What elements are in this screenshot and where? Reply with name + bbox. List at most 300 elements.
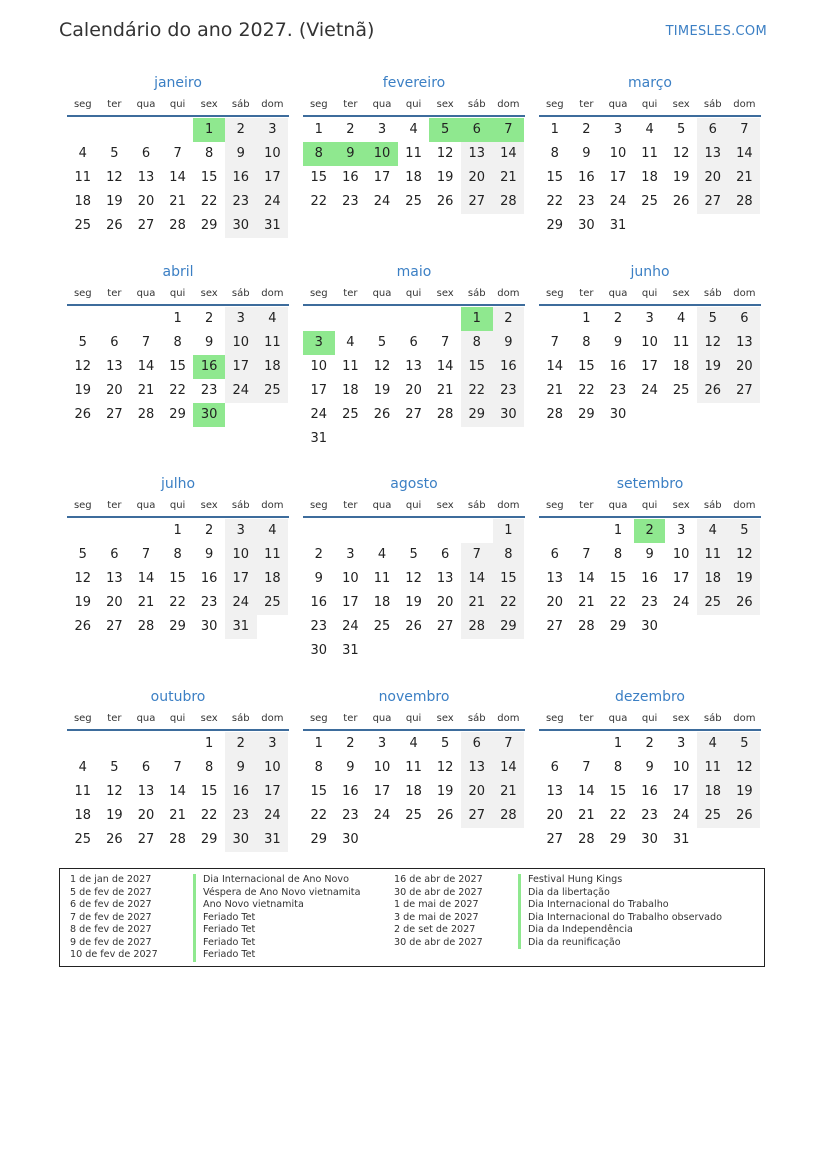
day-cell: 29 — [493, 615, 525, 639]
day-cell: 19 — [74, 383, 92, 398]
day-cell: 13 — [106, 571, 123, 586]
day-cell: 12 — [672, 146, 690, 161]
day-cell: 9 — [645, 547, 654, 562]
day-cell: 6 — [141, 146, 151, 161]
day-cell: 8 — [205, 146, 214, 161]
weekday-label: ter — [107, 99, 122, 110]
day-cell: 25 — [74, 832, 92, 847]
day-cell: 9 — [225, 756, 257, 780]
day-cell: 6 — [697, 118, 729, 142]
day-cell: 19 — [106, 808, 123, 823]
day-cell: 16 — [200, 571, 218, 586]
day-cell: 26 — [106, 218, 123, 233]
day-cell: 17 — [310, 383, 328, 398]
day-cell: 6 — [110, 335, 119, 350]
day-cell: 22 — [493, 591, 525, 615]
weekday-label: sex — [200, 500, 218, 511]
day-cell: 18 — [342, 383, 359, 398]
day-cell: 6 — [550, 760, 559, 775]
month-divider — [539, 729, 761, 731]
day-cell: 20 — [405, 383, 422, 398]
day-cell: 30 — [310, 643, 328, 658]
day-cell: 7 — [461, 543, 493, 567]
day-grid — [303, 519, 525, 663]
day-cell: 7 — [493, 732, 525, 756]
weekday-label: sex — [200, 288, 218, 299]
weekday-label: sex — [672, 713, 690, 724]
day-cell: 4 — [257, 307, 289, 331]
day-cell: 1 — [173, 523, 182, 538]
day-cell: 19 — [106, 194, 123, 209]
holiday-day-cell: 1 — [461, 307, 493, 331]
day-cell: 3 — [677, 523, 686, 538]
day-cell: 1 — [613, 523, 623, 538]
day-cell: 24 — [310, 407, 328, 422]
day-cell: 11 — [405, 146, 422, 161]
empty-cell — [461, 519, 493, 543]
day-cell: 7 — [441, 335, 450, 350]
day-cell: 14 — [436, 359, 454, 374]
weekday-label: qui — [405, 500, 422, 511]
day-cell: 20 — [137, 194, 155, 209]
day-cell: 3 — [257, 732, 289, 756]
day-cell: 27 — [137, 218, 155, 233]
day-cell: 30 — [609, 407, 627, 422]
day-cell: 26 — [672, 194, 690, 209]
day-cell: 14 — [578, 784, 595, 799]
day-cell: 10 — [373, 760, 391, 775]
day-cell: 25 — [257, 591, 289, 615]
month-name: julho — [160, 476, 196, 492]
day-cell: 27 — [461, 804, 493, 828]
day-cell: 18 — [74, 194, 92, 209]
day-cell: 14 — [493, 756, 525, 780]
empty-cell — [539, 732, 571, 756]
day-cell: 8 — [461, 331, 493, 355]
day-cell: 20 — [697, 166, 729, 190]
weekday-label: qui — [641, 288, 658, 299]
day-cell: 18 — [405, 784, 422, 799]
day-cell: 21 — [546, 383, 564, 398]
day-cell: 13 — [461, 142, 493, 166]
legend-date: 5 de fev de 2027 — [70, 886, 152, 898]
weekday-label: qui — [405, 713, 422, 724]
legend-holiday-name: Dia Internacional do Trabalho — [518, 899, 722, 912]
day-cell: 18 — [74, 808, 92, 823]
day-cell: 11 — [74, 170, 92, 185]
day-cell: 27 — [546, 832, 564, 847]
day-cell: 14 — [137, 359, 155, 374]
day-cell: 17 — [342, 595, 359, 610]
day-cell: 6 — [461, 732, 493, 756]
day-cell: 12 — [405, 571, 422, 586]
day-cell: 21 — [578, 595, 595, 610]
day-cell: 3 — [346, 547, 355, 562]
day-cell: 13 — [137, 784, 155, 799]
day-cell: 11 — [697, 543, 729, 567]
weekday-label: dom — [497, 500, 520, 511]
weekday-header — [539, 285, 761, 303]
day-cell: 21 — [578, 808, 595, 823]
weekday-label: qui — [641, 500, 658, 511]
day-cell: 3 — [225, 519, 257, 543]
legend-names-col-2 — [518, 874, 722, 949]
day-cell: 20 — [729, 355, 761, 379]
weekday-label: qua — [372, 99, 392, 110]
day-cell: 7 — [173, 146, 182, 161]
brand-link[interactable]: TIMESLES.COM — [665, 24, 767, 39]
day-cell: 23 — [310, 619, 328, 634]
weekday-label: dom — [497, 99, 520, 110]
empty-cell — [130, 118, 162, 142]
day-cell: 9 — [582, 146, 591, 161]
day-cell: 7 — [729, 118, 761, 142]
page-title: Calendário do ano 2027. (Vietnã) — [59, 19, 375, 41]
day-cell: 25 — [74, 218, 92, 233]
day-cell: 19 — [436, 784, 454, 799]
day-cell: 28 — [169, 832, 186, 847]
day-cell: 17 — [257, 780, 289, 804]
day-cell: 19 — [729, 567, 761, 591]
legend-names-col-1 — [193, 874, 360, 962]
weekday-label: ter — [343, 288, 358, 299]
day-cell: 26 — [106, 832, 123, 847]
day-cell: 29 — [310, 832, 328, 847]
holiday-day-cell: 30 — [193, 403, 225, 427]
day-cell: 8 — [314, 760, 323, 775]
weekday-label: sex — [200, 99, 218, 110]
day-cell: 27 — [405, 407, 422, 422]
day-cell: 28 — [493, 190, 525, 214]
legend-date: 7 de fev de 2027 — [70, 911, 152, 923]
day-cell: 6 — [110, 547, 119, 562]
day-cell: 7 — [582, 760, 591, 775]
weekday-label: qui — [169, 99, 186, 110]
day-cell: 4 — [78, 146, 87, 161]
month-name: outubro — [150, 689, 206, 705]
day-cell: 14 — [169, 170, 186, 185]
weekday-label: seg — [73, 288, 92, 299]
day-cell: 26 — [74, 619, 92, 634]
day-cell: 3 — [225, 307, 257, 331]
day-cell: 26 — [729, 591, 761, 615]
day-cell: 27 — [697, 190, 729, 214]
day-cell: 29 — [578, 407, 595, 422]
day-cell: 16 — [310, 595, 328, 610]
weekday-label: seg — [545, 713, 564, 724]
day-cell: 23 — [641, 595, 658, 610]
weekday-label: seg — [545, 99, 564, 110]
day-cell: 30 — [641, 832, 658, 847]
day-cell: 31 — [225, 615, 257, 639]
day-cell: 3 — [377, 122, 387, 137]
day-cell: 2 — [582, 122, 591, 137]
weekday-label: dom — [733, 713, 756, 724]
day-cell: 7 — [582, 547, 591, 562]
day-cell: 30 — [641, 619, 658, 634]
legend-holiday-name: Festival Hung Kings — [518, 874, 722, 887]
empty-cell — [303, 519, 335, 543]
weekday-label: qui — [405, 288, 422, 299]
empty-cell — [67, 519, 99, 543]
legend-date: 16 de abr de 2027 — [394, 874, 483, 885]
day-cell: 22 — [609, 595, 627, 610]
empty-cell — [162, 118, 194, 142]
day-cell: 25 — [405, 808, 422, 823]
day-cell: 19 — [74, 595, 92, 610]
day-cell: 2 — [493, 307, 525, 331]
day-cell: 8 — [205, 760, 214, 775]
empty-cell — [398, 307, 430, 331]
weekday-header — [67, 96, 289, 114]
weekday-label: qui — [169, 500, 186, 511]
weekday-label: seg — [309, 288, 328, 299]
day-cell: 18 — [697, 780, 729, 804]
day-cell: 22 — [310, 808, 328, 823]
month-3 — [67, 261, 289, 427]
day-cell: 7 — [141, 547, 151, 562]
day-grid — [67, 519, 289, 639]
month-name: março — [628, 75, 672, 91]
day-cell: 4 — [409, 736, 418, 751]
day-cell: 17 — [373, 170, 391, 185]
weekday-label: qua — [608, 500, 628, 511]
day-cell: 10 — [257, 756, 289, 780]
day-cell: 26 — [436, 808, 454, 823]
day-cell: 2 — [346, 122, 355, 137]
day-cell: 10 — [641, 335, 658, 350]
empty-cell — [162, 732, 194, 756]
weekday-header — [67, 497, 289, 515]
month-7 — [303, 473, 525, 663]
day-cell: 5 — [409, 547, 418, 562]
weekday-label: sáb — [231, 99, 250, 110]
holiday-day-cell: 2 — [634, 519, 666, 543]
day-cell: 14 — [461, 567, 493, 591]
month-6 — [67, 473, 289, 639]
day-cell: 20 — [106, 595, 123, 610]
legend-holiday-name: Véspera de Ano Novo vietnamita — [193, 887, 360, 900]
day-cell: 21 — [169, 808, 186, 823]
day-cell: 12 — [74, 359, 92, 374]
day-cell: 9 — [645, 760, 654, 775]
day-cell: 23 — [200, 595, 218, 610]
day-cell: 13 — [436, 571, 454, 586]
empty-cell — [335, 307, 367, 331]
weekday-label: sex — [436, 500, 454, 511]
day-cell: 8 — [173, 335, 182, 350]
day-cell: 28 — [546, 407, 564, 422]
day-cell: 6 — [141, 760, 151, 775]
day-cell: 25 — [373, 619, 391, 634]
weekday-label: seg — [73, 99, 92, 110]
day-grid — [539, 732, 761, 852]
day-cell: 19 — [672, 170, 690, 185]
holiday-legend — [59, 868, 765, 967]
day-cell: 22 — [609, 808, 627, 823]
day-cell: 8 — [550, 146, 559, 161]
day-cell: 22 — [200, 194, 218, 209]
day-cell: 17 — [672, 784, 690, 799]
day-cell: 15 — [310, 784, 328, 799]
day-cell: 28 — [493, 804, 525, 828]
legend-date: 6 de fev de 2027 — [70, 899, 152, 910]
weekday-label: ter — [343, 99, 358, 110]
day-cell: 16 — [342, 784, 359, 799]
day-cell: 30 — [493, 403, 525, 427]
weekday-label: qua — [608, 713, 628, 724]
empty-cell — [67, 732, 99, 756]
day-cell: 10 — [609, 146, 627, 161]
weekday-label: qui — [169, 288, 186, 299]
empty-cell — [429, 307, 461, 331]
day-cell: 1 — [314, 736, 323, 751]
day-cell: 13 — [546, 784, 564, 799]
weekday-header — [67, 710, 289, 728]
day-cell: 29 — [169, 407, 186, 422]
day-cell: 4 — [645, 122, 654, 137]
weekday-label: sex — [672, 288, 690, 299]
day-cell: 8 — [613, 547, 623, 562]
day-grid — [303, 732, 525, 852]
day-cell: 19 — [373, 383, 391, 398]
empty-cell — [429, 519, 461, 543]
day-cell: 12 — [697, 331, 729, 355]
day-cell: 19 — [405, 595, 422, 610]
day-cell: 12 — [729, 543, 761, 567]
day-cell: 15 — [461, 355, 493, 379]
weekday-label: dom — [497, 288, 520, 299]
legend-date: 1 de mai de 2027 — [394, 899, 479, 910]
day-cell: 24 — [342, 619, 359, 634]
month-divider — [303, 516, 525, 518]
day-cell: 18 — [373, 595, 391, 610]
day-cell: 13 — [697, 142, 729, 166]
day-cell: 17 — [373, 784, 391, 799]
day-grid — [67, 732, 289, 852]
weekday-label: qua — [608, 288, 628, 299]
day-cell: 15 — [169, 359, 186, 374]
month-2 — [539, 72, 761, 238]
day-cell: 16 — [609, 359, 627, 374]
day-cell: 11 — [257, 331, 289, 355]
day-cell: 21 — [493, 166, 525, 190]
day-cell: 22 — [169, 595, 186, 610]
month-name: fevereiro — [382, 75, 446, 91]
day-cell: 5 — [677, 122, 686, 137]
weekday-label: qui — [641, 99, 658, 110]
day-cell: 13 — [461, 756, 493, 780]
legend-holiday-name: Feriado Tet — [193, 912, 360, 925]
weekday-label: qua — [136, 713, 156, 724]
day-cell: 29 — [609, 832, 627, 847]
day-cell: 27 — [729, 379, 761, 403]
month-5 — [539, 261, 761, 427]
day-cell: 20 — [106, 383, 123, 398]
day-cell: 18 — [641, 170, 658, 185]
legend-holiday-name: Dia Internacional de Ano Novo — [193, 874, 360, 887]
day-cell: 19 — [729, 780, 761, 804]
weekday-label: dom — [261, 713, 284, 724]
day-cell: 6 — [550, 547, 559, 562]
day-cell: 16 — [641, 784, 658, 799]
month-name: janeiro — [154, 75, 202, 91]
day-cell: 20 — [461, 780, 493, 804]
day-cell: 27 — [436, 619, 454, 634]
day-cell: 13 — [546, 571, 564, 586]
day-cell: 24 — [257, 190, 289, 214]
day-cell: 25 — [257, 379, 289, 403]
day-cell: 10 — [310, 359, 328, 374]
day-cell: 10 — [225, 543, 257, 567]
weekday-header — [539, 96, 761, 114]
month-name: setembro — [616, 476, 684, 492]
empty-cell — [571, 732, 603, 756]
day-cell: 2 — [225, 118, 257, 142]
day-cell: 14 — [578, 571, 595, 586]
day-grid — [303, 307, 525, 451]
weekday-label: seg — [73, 713, 92, 724]
weekday-label: seg — [545, 500, 564, 511]
day-cell: 6 — [441, 547, 450, 562]
day-cell: 17 — [672, 571, 690, 586]
day-cell: 3 — [613, 122, 623, 137]
day-cell: 18 — [257, 355, 289, 379]
day-cell: 1 — [314, 122, 323, 137]
weekday-label: sáb — [231, 713, 250, 724]
day-cell: 1 — [493, 519, 525, 543]
day-cell: 8 — [173, 547, 182, 562]
day-grid — [539, 118, 761, 238]
day-cell: 24 — [257, 804, 289, 828]
weekday-label: qua — [372, 500, 392, 511]
day-cell: 12 — [106, 170, 123, 185]
weekday-header — [303, 497, 525, 515]
legend-holiday-name: Feriado Tet — [193, 937, 360, 950]
legend-date: 1 de jan de 2027 — [70, 874, 152, 885]
weekday-label: sex — [436, 99, 454, 110]
weekday-label: ter — [107, 500, 122, 511]
day-cell: 16 — [225, 780, 257, 804]
day-cell: 24 — [225, 379, 257, 403]
day-cell: 20 — [461, 166, 493, 190]
weekday-label: ter — [343, 500, 358, 511]
day-cell: 17 — [641, 359, 658, 374]
day-cell: 28 — [169, 218, 186, 233]
day-cell: 18 — [672, 359, 690, 374]
weekday-label: qui — [405, 99, 422, 110]
empty-cell — [303, 307, 335, 331]
weekday-label: sáb — [703, 713, 722, 724]
day-cell: 16 — [578, 170, 595, 185]
day-cell: 24 — [641, 383, 658, 398]
day-cell: 29 — [200, 832, 218, 847]
day-cell: 30 — [225, 214, 257, 238]
month-divider — [67, 304, 289, 306]
month-name: maio — [396, 264, 432, 280]
day-cell: 11 — [342, 359, 359, 374]
day-cell: 4 — [697, 732, 729, 756]
day-cell: 21 — [436, 383, 454, 398]
weekday-label: ter — [107, 713, 122, 724]
day-cell: 14 — [493, 142, 525, 166]
weekday-label: dom — [261, 500, 284, 511]
day-cell: 5 — [78, 547, 87, 562]
weekday-label: ter — [579, 99, 594, 110]
day-grid — [539, 519, 761, 639]
day-cell: 14 — [137, 571, 155, 586]
holiday-day-cell: 16 — [193, 355, 225, 379]
